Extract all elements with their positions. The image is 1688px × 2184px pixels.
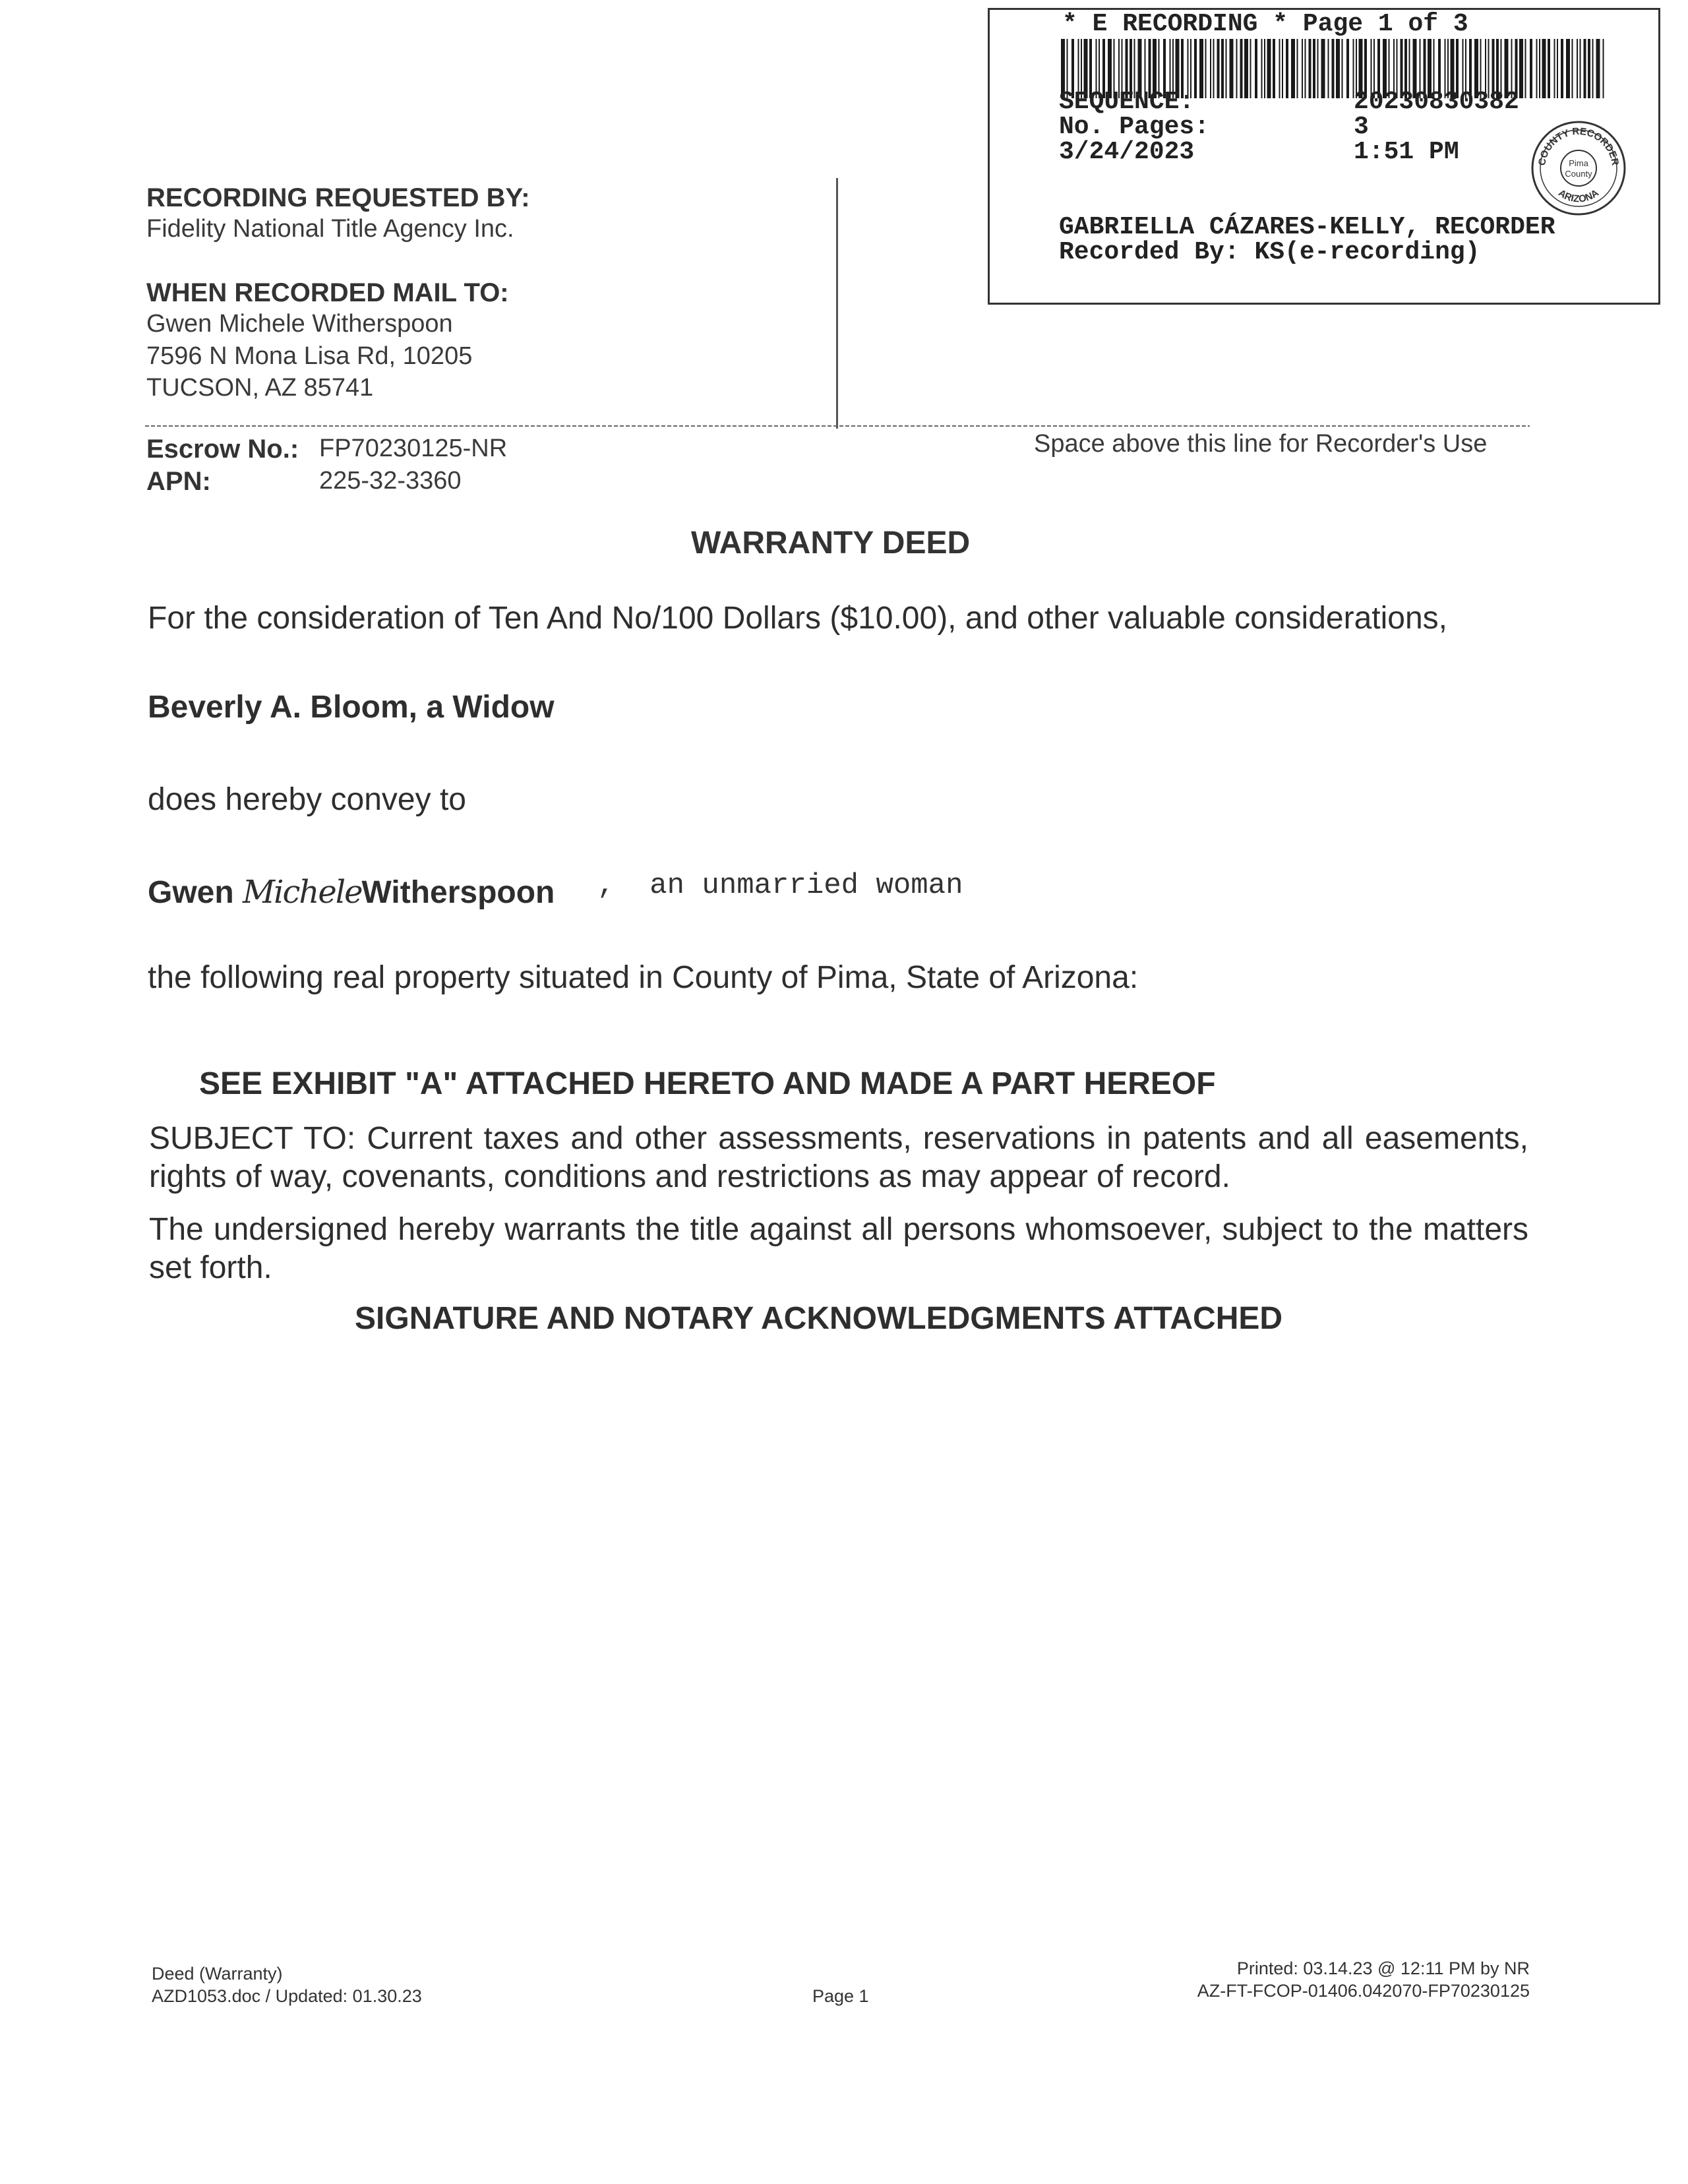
property-intro: the following real property situated in County of Pima, State of Arizona: [148,960,1139,995]
requested-by-label: RECORDING REQUESTED BY: [146,183,530,212]
subject-to-paragraph: SUBJECT TO: Current taxes and other assessments, reservations in patents and all easements, rights of way, covenants, conditions and restrictions as may appear of record. [149,1121,1528,1194]
recorder-use-note: Space above this line for Recorder's Use [1034,430,1488,458]
recorded-by: Recorded By: KS(e-recording) [1059,238,1480,266]
record-date: 3/24/2023 [1059,138,1195,166]
record-time: 1:51 PM [1354,138,1459,166]
escrow-label: Escrow No.: [146,435,299,464]
seal-bottom-text: ARIZONA [1556,187,1601,205]
footer-page-number: Page 1 [812,1986,869,2006]
deed-title: WARRANTY DEED [691,526,971,561]
footer-doc-type: Deed (Warranty) [152,1964,283,1984]
signature-note: SIGNATURE AND NOTARY ACKNOWLEDGMENTS ATTACHED [355,1301,1283,1336]
sequence-value: 20230830382 [1354,88,1519,116]
stamp-header: * E RECORDING * Page 1 of 3 [1062,10,1468,38]
apn-label: APN: [146,467,211,496]
grantee-suffix: , an unmarried woman [597,869,963,902]
seal-center-2: County [1565,169,1592,179]
recorder-name: GABRIELLA CÁZARES-KELLY, RECORDER [1059,213,1555,241]
convey-text: does hereby convey to [148,782,466,817]
grantee-first: Gwen [148,875,234,910]
recorder-use-line [145,425,1530,427]
footer-doc-file: AZD1053.doc / Updated: 01.30.23 [152,1986,422,2006]
mail-to-city: TUCSON, AZ 85741 [146,374,374,402]
seal-center-1: Pima [1569,158,1588,168]
grantee-name [148,874,555,911]
apn-value: 225-32-3360 [319,467,462,495]
consideration-text: For the consideration of Ten And No/100 Dollars ($10.00), and other valuable considerations, [148,601,1447,636]
svg-text:ARIZONA [1556,187,1601,205]
grantor-name: Beverly A. Bloom, a Widow [148,690,555,725]
exhibit-reference: SEE EXHIBIT "A" ATTACHED HERETO AND MADE A PART HEREOF [199,1066,1216,1101]
grantee-last: Witherspoon [361,875,555,910]
seal-top-text: COUNTY RECORDER [1536,125,1621,167]
escrow-value: FP70230125-NR [319,435,508,462]
mail-to-street: 7596 N Mona Lisa Rd, 10205 [146,342,473,370]
header-divider [836,178,838,429]
footer-file-code: AZ-FT-FCOP-01406.042070-FP70230125 [1197,1981,1530,2001]
mail-to-name: Gwen Michele Witherspoon [146,310,453,338]
grantee-middle-handwritten: Michele [243,874,362,911]
footer-printed: Printed: 03.14.23 @ 12:11 PM by NR [1236,1958,1530,1978]
sequence-label: SEQUENCE: [1059,88,1195,116]
requested-by-value: Fidelity National Title Agency Inc. [146,215,514,243]
warranty-paragraph: The undersigned hereby warrants the title against all persons whomsoever, subject to the matters set forth. [149,1212,1528,1285]
mail-to-label: WHEN RECORDED MAIL TO: [146,278,509,307]
recorder-stamp [988,8,1660,305]
county-recorder-seal-icon [1529,119,1628,218]
pages-label: No. Pages: [1059,113,1210,141]
pages-value: 3 [1354,113,1369,141]
